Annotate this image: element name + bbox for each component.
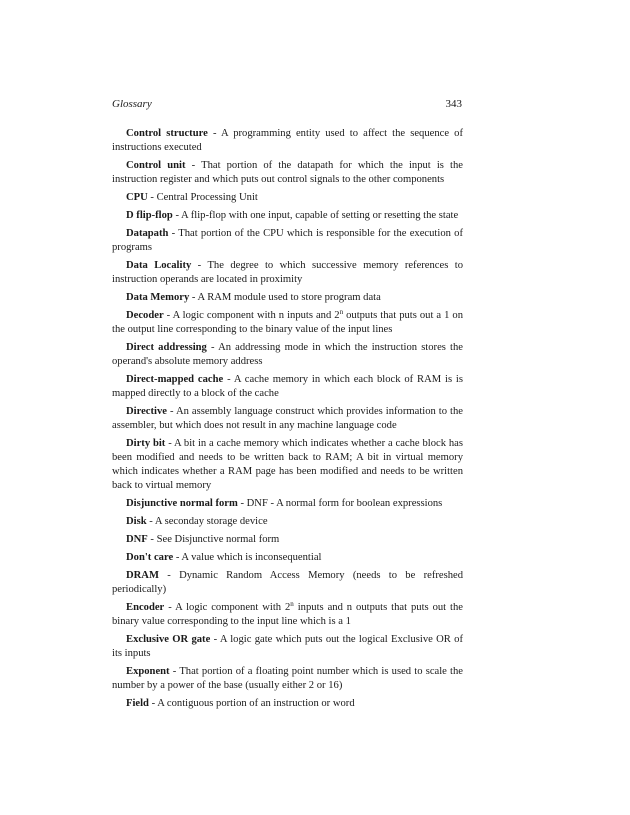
glossary-entry-dont-care	[112, 551, 463, 565]
glossary-term: Exclusive OR gate	[126, 634, 211, 645]
glossary-entry-exclusive-or-gate	[112, 633, 463, 661]
glossary-term: Directive	[126, 406, 167, 417]
glossary-definition: Dynamic Random Access Memory (needs to be refreshed periodically)	[112, 570, 463, 595]
glossary-definition: A contiguous portion of an instruction or word	[157, 698, 355, 709]
glossary-term: Disk	[126, 516, 147, 527]
glossary-term: Exponent	[126, 666, 170, 677]
glossary-entry-dram	[112, 569, 463, 597]
glossary-term: DRAM	[126, 570, 159, 581]
glossary-entry-encoder	[112, 601, 463, 629]
glossary-entry-dirty-bit	[112, 437, 463, 493]
glossary-term: Direct addressing	[126, 342, 207, 353]
glossary-definition: That portion of the CPU which is responsible for the execution of programs	[112, 228, 463, 253]
term-separator: -	[173, 552, 182, 563]
glossary-entry-control-unit	[112, 159, 463, 187]
glossary-term: Don't care	[126, 552, 174, 563]
glossary-entry-data-memory	[112, 291, 463, 305]
glossary-term: Disjunctive normal form	[126, 498, 238, 509]
glossary-entry-direct-mapped-cache	[112, 373, 463, 401]
term-separator: -	[148, 698, 158, 709]
glossary-definition: Central Processing Unit	[156, 192, 258, 203]
term-separator: -	[158, 570, 180, 581]
term-separator: -	[191, 260, 208, 271]
term-separator: -	[210, 634, 220, 645]
glossary-definition: A bit in a cache memory which indicates whether a cache block has been modified and needs to be written back to RAM; A bit in virtual memory which indicates whether a RAM page has been modified and needs to be written back to virtual memory	[112, 438, 463, 491]
term-separator: -	[185, 160, 202, 171]
glossary-definition: An addressing mode in which the instruction stores the operand's absolute memory address	[112, 342, 463, 367]
glossary-definition-continued: inputs and n outputs that puts out the binary value corresponding to the input line which is a 1	[112, 602, 464, 627]
term-separator: -	[189, 292, 198, 303]
glossary-definition: A seconday storage device	[154, 516, 268, 527]
term-separator: -	[207, 128, 222, 139]
glossary-term: Datapath	[126, 228, 169, 239]
superscript-n: n	[339, 308, 344, 316]
term-separator: -	[223, 374, 234, 385]
glossary-term: Dirty bit	[126, 438, 166, 449]
glossary-term: DNF	[126, 534, 148, 545]
glossary-definition: A logic component with n inputs and 2	[172, 310, 340, 321]
glossary-entry-field	[112, 697, 463, 711]
glossary-definition: DNF - A normal form for boolean expressions	[246, 498, 443, 509]
glossary-definition: A flip-flop with one input, capable of setting or resetting the state	[181, 210, 459, 221]
glossary-entry-data-locality	[112, 259, 463, 287]
glossary-list	[112, 127, 463, 715]
glossary-entry-dnf	[112, 533, 463, 547]
term-separator: -	[147, 192, 157, 203]
term-separator: -	[146, 516, 155, 527]
glossary-definition: A RAM module used to store program data	[197, 292, 381, 303]
term-separator: -	[172, 210, 182, 221]
glossary-term: Field	[126, 698, 149, 709]
glossary-definition: A logic gate which puts out the logical Exclusive OR of its inputs	[112, 634, 463, 659]
glossary-definition-continued: outputs that puts out a 1 on the output line corresponding to the binary value of the input lines	[112, 310, 463, 335]
superscript-n: n	[290, 600, 294, 608]
term-separator: -	[164, 602, 176, 613]
running-title: Glossary	[112, 98, 152, 110]
term-separator: -	[206, 342, 219, 353]
glossary-entry-directive	[112, 405, 463, 433]
glossary-definition: That portion of the datapath for which the input is the instruction register and which puts out control signals to the other components	[112, 160, 463, 185]
glossary-term: Direct-mapped cache	[126, 374, 224, 385]
glossary-definition: The degree to which successive memory references to instruction operands are located in proximity	[112, 260, 463, 285]
glossary-definition: That portion of a floating point number which is used to scale the number by a power of the base (usually either 2 or 16)	[112, 666, 464, 691]
glossary-term: Control structure	[126, 128, 208, 139]
term-separator: -	[163, 310, 173, 321]
glossary-definition: A logic component with 2	[175, 602, 291, 613]
term-separator: -	[169, 666, 180, 677]
glossary-definition: A programming entity used to affect the sequence of instructions executed	[112, 128, 463, 153]
page-number: 343	[445, 98, 462, 110]
term-separator: -	[165, 438, 174, 449]
glossary-entry-cpu	[112, 191, 463, 205]
glossary-entry-disk	[112, 515, 463, 529]
glossary-definition: An assembly language construct which provides information to the assembler, but which does not result in any machine language code	[112, 406, 463, 431]
glossary-term: Control unit	[126, 160, 186, 171]
term-separator: -	[237, 498, 247, 509]
glossary-definition: A value which is inconsequential	[181, 552, 322, 563]
glossary-definition: A cache memory in which each block of RAM is is mapped directly to a block of the cache	[112, 374, 464, 399]
glossary-entry-exponent	[112, 665, 463, 693]
glossary-term: CPU	[126, 192, 148, 203]
glossary-term: Encoder	[126, 602, 165, 613]
glossary-term: Data Memory	[126, 292, 190, 303]
glossary-entry-decoder	[112, 309, 463, 337]
glossary-entry-datapath	[112, 227, 463, 255]
glossary-term: Data Locality	[126, 260, 192, 271]
glossary-entry-control-structure	[112, 127, 463, 155]
glossary-entry-direct-addressing	[112, 341, 463, 369]
glossary-definition: See Disjunctive normal form	[156, 534, 280, 545]
term-separator: -	[168, 228, 179, 239]
page-header	[112, 98, 462, 112]
glossary-term: Decoder	[126, 310, 164, 321]
term-separator: -	[166, 406, 176, 417]
term-separator: -	[147, 534, 157, 545]
glossary-term: D flip-flop	[126, 210, 173, 221]
glossary-entry-d-flip-flop	[112, 209, 463, 223]
glossary-entry-disjunctive-normal-form	[112, 497, 463, 511]
